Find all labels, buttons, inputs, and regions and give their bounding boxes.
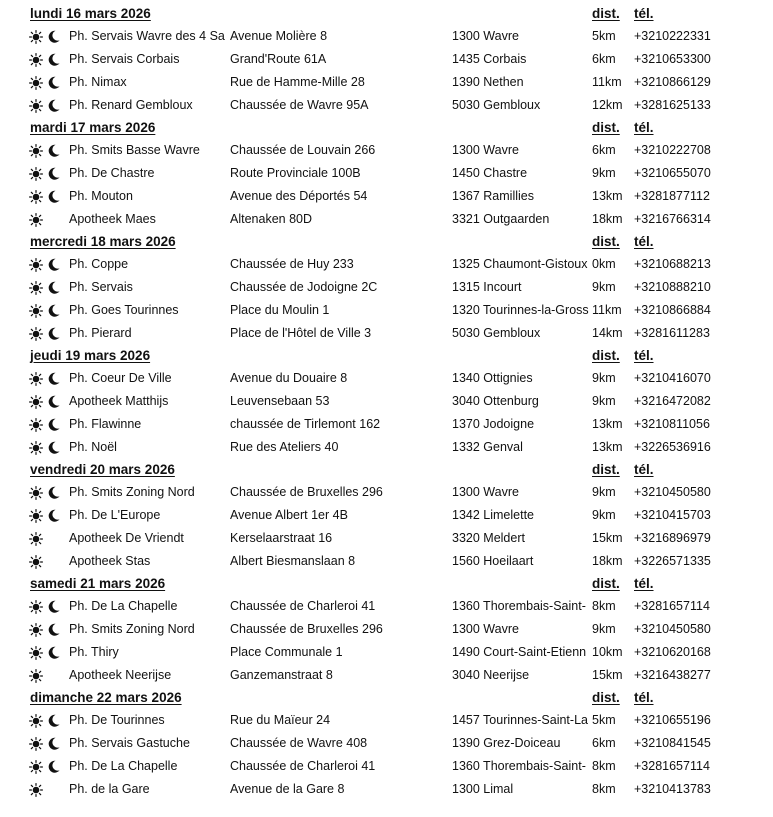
pharmacy-city: 1300 Wavre [452,143,519,157]
pharmacy-address: Chaussée de Charleroi 41 [230,759,376,773]
pharmacy-distance: 9km [592,394,616,408]
sun-icon [29,737,43,751]
column-header-phone: tél. [634,6,654,21]
pharmacy-address: Chaussée de Wavre 408 [230,736,368,750]
pharmacy-phone[interactable]: +3216766314 [634,212,711,226]
pharmacy-name: Ph. Nimax [69,75,127,89]
pharmacy-distance: 18km [592,554,623,568]
moon-icon [48,304,60,317]
pharmacy-address: Route Provinciale 100B [230,166,361,180]
pharmacy-address: Avenue des Déportés 54 [230,189,368,203]
pharmacy-name: Ph. Pierard [69,326,132,340]
sun-icon [29,486,43,500]
day-header [0,231,773,253]
pharmacy-city: 1315 Incourt [452,280,522,294]
moon-icon [48,258,60,271]
pharmacy-row [0,664,773,687]
sun-icon [29,555,43,569]
pharmacy-address: Leuvensebaan 53 [230,394,330,408]
pharmacy-row [0,48,773,71]
pharmacy-row [0,208,773,231]
sun-icon [29,99,43,113]
moon-icon [48,418,60,431]
pharmacy-name: Ph. Renard Gembloux [69,98,193,112]
pharmacy-distance: 9km [592,280,616,294]
sun-icon [29,714,43,728]
pharmacy-distance: 9km [592,166,616,180]
sun-icon [29,372,43,386]
column-header-distance: dist. [592,690,620,705]
pharmacy-phone[interactable]: +3210620168 [634,645,711,659]
sun-icon [29,600,43,614]
pharmacy-name: Apotheek De Vriendt [69,531,184,545]
sun-icon [29,213,43,227]
pharmacy-city: 1450 Chastre [452,166,528,180]
pharmacy-distance: 9km [592,622,616,636]
day-title: jeudi 19 mars 2026 [30,348,151,363]
pharmacy-row [0,778,773,801]
pharmacy-address: Avenue du Douaire 8 [230,371,348,385]
moon-icon [48,714,60,727]
pharmacy-address: Rue du Maïeur 24 [230,713,331,727]
pharmacy-address: Ganzemanstraat 8 [230,668,333,682]
pharmacy-row [0,595,773,618]
moon-icon [48,167,60,180]
pharmacy-distance: 13km [592,440,623,454]
day-title: samedi 21 mars 2026 [30,576,166,591]
moon-icon [48,327,60,340]
sun-icon [29,304,43,318]
pharmacy-row [0,481,773,504]
pharmacy-city: 3321 Outgaarden [452,212,550,226]
pharmacy-city: 3040 Neerijse [452,668,530,682]
pharmacy-name: Ph. Coppe [69,257,129,271]
pharmacy-phone[interactable]: +3210655070 [634,166,711,180]
sun-icon [29,53,43,67]
pharmacy-row [0,253,773,276]
sun-icon [29,441,43,455]
pharmacy-distance: 6km [592,736,616,750]
pharmacy-address: Place de l'Hôtel de Ville 3 [230,326,372,340]
pharmacy-city: 1390 Grez-Doiceau [452,736,561,750]
pharmacy-row [0,322,773,345]
pharmacy-name: Apotheek Maes [69,212,156,226]
pharmacy-name: Apotheek Matthijs [69,394,169,408]
moon-icon [48,760,60,773]
pharmacy-row [0,25,773,48]
sun-icon [29,395,43,409]
sun-icon [29,532,43,546]
pharmacy-distance: 5km [592,713,616,727]
pharmacy-address: Rue de Hamme-Mille 28 [230,75,365,89]
day-section [0,687,773,801]
pharmacy-phone[interactable]: +3210866884 [634,303,711,317]
sun-icon [29,646,43,660]
pharmacy-phone[interactable]: +3281625133 [634,98,711,112]
pharmacy-city: 3320 Meldert [452,531,525,545]
pharmacy-name: Ph. Flawinne [69,417,142,431]
pharmacy-phone[interactable]: +3210653300 [634,52,711,66]
day-section [0,573,773,687]
pharmacy-row [0,755,773,778]
day-title: dimanche 22 mars 2026 [30,690,182,705]
day-title: lundi 16 mars 2026 [30,6,151,21]
pharmacy-city: 1342 Limelette [452,508,535,522]
pharmacy-address: Place du Moulin 1 [230,303,330,317]
day-section [0,3,773,117]
moon-icon [48,99,60,112]
pharmacy-name: Ph. Smits Zoning Nord [69,485,195,499]
pharmacy-row [0,94,773,117]
sun-icon [29,190,43,204]
pharmacy-phone[interactable]: +3210222331 [634,29,711,43]
column-header-distance: dist. [592,576,620,591]
column-header-distance: dist. [592,120,620,135]
pharmacy-distance: 11km [592,75,622,89]
column-header-distance: dist. [592,348,620,363]
pharmacy-city: 1367 Ramillies [452,189,534,203]
pharmacy-phone[interactable]: +3210841545 [634,736,711,750]
moon-icon [48,190,60,203]
pharmacy-city: 1360 Thorembais-Saint- [452,759,586,773]
pharmacy-distance: 5km [592,29,616,43]
pharmacy-name: Ph. De Tourinnes [69,713,165,727]
pharmacy-city: 1370 Jodoigne [452,417,535,431]
pharmacy-phone[interactable]: +3210450580 [634,485,711,499]
moon-icon [48,737,60,750]
column-header-distance: dist. [592,462,620,477]
day-header [0,459,773,481]
pharmacy-name: Ph. Servais [69,280,133,294]
moon-icon [48,623,60,636]
pharmacy-address: Chaussée de Wavre 95A [230,98,369,112]
day-section [0,117,773,231]
column-header-phone: tél. [634,120,654,135]
moon-icon [48,395,60,408]
sun-icon [29,144,43,158]
pharmacy-address: Chaussée de Louvain 266 [230,143,376,157]
pharmacy-row [0,436,773,459]
pharmacy-distance: 11km [592,303,622,317]
pharmacy-phone[interactable]: +3210413783 [634,782,711,796]
pharmacy-distance: 9km [592,508,616,522]
pharmacy-city: 1300 Wavre [452,622,519,636]
pharmacy-name: Ph. De L'Europe [69,508,161,522]
pharmacy-city: 5030 Gembloux [452,98,541,112]
pharmacy-row [0,618,773,641]
sun-icon [29,281,43,295]
pharmacy-phone[interactable]: +3210222708 [634,143,711,157]
pharmacy-city: 1340 Ottignies [452,371,533,385]
pharmacy-phone[interactable]: +3281877112 [634,189,710,203]
pharmacy-address: Chaussée de Bruxelles 296 [230,485,383,499]
column-header-phone: tél. [634,462,654,477]
pharmacy-name: Ph. de la Gare [69,782,150,796]
pharmacy-phone[interactable]: +3210416070 [634,371,711,385]
moon-icon [48,441,60,454]
moon-icon [48,30,60,43]
pharmacy-name: Apotheek Neerijse [69,668,172,682]
pharmacy-address: chaussée de Tirlemont 162 [230,417,381,431]
pharmacy-row [0,413,773,436]
day-section [0,459,773,573]
pharmacy-name: Ph. Thiry [69,645,119,659]
pharmacy-city: 1560 Hoeilaart [452,554,534,568]
sun-icon [29,418,43,432]
pharmacy-city: 1435 Corbais [452,52,527,66]
moon-icon [48,144,60,157]
pharmacy-address: Chaussée de Jodoigne 2C [230,280,378,294]
day-title: mardi 17 mars 2026 [30,120,156,135]
column-header-phone: tél. [634,348,654,363]
pharmacy-city: 3040 Ottenburg [452,394,539,408]
pharmacy-address: Chaussée de Huy 233 [230,257,354,271]
pharmacy-address: Avenue Molière 8 [230,29,328,43]
pharmacy-address: Chaussée de Bruxelles 296 [230,622,383,636]
pharmacy-name: Ph. Noël [69,440,117,454]
sun-icon [29,760,43,774]
pharmacy-row [0,390,773,413]
pharmacy-name: Ph. Servais Corbais [69,52,180,66]
column-header-phone: tél. [634,234,654,249]
column-header-phone: tél. [634,576,654,591]
sun-icon [29,258,43,272]
day-header [0,345,773,367]
pharmacy-name: Apotheek Stas [69,554,151,568]
pharmacy-phone[interactable]: +3210888210 [634,280,711,294]
pharmacy-phone[interactable]: +3281611283 [634,326,710,340]
pharmacy-city: 1300 Limal [452,782,514,796]
pharmacy-duty-schedule [0,3,773,801]
day-title: mercredi 18 mars 2026 [30,234,176,249]
moon-icon [48,76,60,89]
pharmacy-address: Chaussée de Charleroi 41 [230,599,376,613]
moon-icon [48,509,60,522]
pharmacy-phone[interactable]: +3210415703 [634,508,711,522]
pharmacy-row [0,504,773,527]
pharmacy-city: 1325 Chaumont-Gistoux [452,257,588,271]
pharmacy-distance: 0km [592,257,616,271]
pharmacy-row [0,641,773,664]
moon-icon [48,646,60,659]
pharmacy-city: 5030 Gembloux [452,326,541,340]
day-header [0,687,773,709]
day-section [0,231,773,345]
pharmacy-phone[interactable]: +3210866129 [634,75,711,89]
pharmacy-distance: 9km [592,371,616,385]
pharmacy-name: Ph. Goes Tourinnes [69,303,179,317]
pharmacy-distance: 18km [592,212,623,226]
column-header-distance: dist. [592,234,620,249]
pharmacy-name: Ph. De Chastre [69,166,155,180]
pharmacy-name: Ph. Smits Basse Wavre [69,143,200,157]
pharmacy-distance: 13km [592,189,623,203]
pharmacy-address: Albert Biesmanslaan 8 [230,554,356,568]
pharmacy-address: Altenaken 80D [230,212,313,226]
pharmacy-name: Ph. Coeur De Ville [69,371,172,385]
pharmacy-distance: 15km [592,531,623,545]
pharmacy-city: 1390 Nethen [452,75,524,89]
day-section [0,345,773,459]
moon-icon [48,600,60,613]
moon-icon [48,281,60,294]
pharmacy-distance: 8km [592,759,616,773]
pharmacy-city: 1490 Court-Saint-Etienn [452,645,587,659]
pharmacy-address: Place Communale 1 [230,645,343,659]
pharmacy-name: Ph. Servais Wavre des 4 Sa [69,29,225,43]
pharmacy-distance: 10km [592,645,623,659]
pharmacy-address: Rue des Ateliers 40 [230,440,339,454]
sun-icon [29,76,43,90]
pharmacy-distance: 9km [592,485,616,499]
pharmacy-distance: 6km [592,143,616,157]
pharmacy-phone[interactable]: +3210811056 [634,417,710,431]
moon-icon [48,486,60,499]
pharmacy-phone[interactable]: +3216438277 [634,668,711,682]
sun-icon [29,327,43,341]
day-header [0,117,773,139]
pharmacy-row [0,276,773,299]
day-header [0,3,773,25]
pharmacy-row [0,732,773,755]
sun-icon [29,167,43,181]
pharmacy-city: 1320 Tourinnes-la-Gross [452,303,589,317]
sun-icon [29,30,43,44]
pharmacy-distance: 14km [592,326,623,340]
day-header [0,573,773,595]
pharmacy-distance: 8km [592,782,616,796]
pharmacy-row [0,139,773,162]
pharmacy-phone[interactable]: +3281657114 [634,759,710,773]
pharmacy-name: Ph. De La Chapelle [69,759,178,773]
moon-icon [48,53,60,66]
pharmacy-distance: 13km [592,417,623,431]
pharmacy-address: Avenue de la Gare 8 [230,782,345,796]
pharmacy-phone[interactable]: +3281657114 [634,599,710,613]
pharmacy-name: Ph. De La Chapelle [69,599,178,613]
pharmacy-city: 1300 Wavre [452,29,519,43]
pharmacy-phone[interactable]: +3216896979 [634,531,711,545]
pharmacy-address: Grand'Route 61A [230,52,327,66]
pharmacy-city: 1332 Genval [452,440,523,454]
pharmacy-phone[interactable]: +3210655196 [634,713,711,727]
pharmacy-row [0,162,773,185]
sun-icon [29,783,43,797]
pharmacy-name: Ph. Servais Gastuche [69,736,190,750]
column-header-distance: dist. [592,6,620,21]
moon-icon [48,372,60,385]
column-header-phone: tél. [634,690,654,705]
pharmacy-row [0,71,773,94]
pharmacy-row [0,299,773,322]
pharmacy-row [0,550,773,573]
pharmacy-phone[interactable]: +3216472082 [634,394,711,408]
pharmacy-city: 1300 Wavre [452,485,519,499]
pharmacy-distance: 6km [592,52,616,66]
pharmacy-distance: 15km [592,668,623,682]
pharmacy-city: 1457 Tourinnes-Saint-La [452,713,588,727]
pharmacy-distance: 8km [592,599,616,613]
pharmacy-address: Kerselaarstraat 16 [230,531,333,545]
pharmacy-address: Avenue Albert 1er 4B [230,508,348,522]
pharmacy-phone[interactable]: +3210450580 [634,622,711,636]
pharmacy-phone[interactable]: +3226571335 [634,554,711,568]
pharmacy-phone[interactable]: +3210688213 [634,257,711,271]
pharmacy-row [0,527,773,550]
pharmacy-row [0,367,773,390]
day-title: vendredi 20 mars 2026 [30,462,175,477]
pharmacy-city: 1360 Thorembais-Saint- [452,599,586,613]
sun-icon [29,669,43,683]
sun-icon [29,623,43,637]
sun-icon [29,509,43,523]
pharmacy-row [0,709,773,732]
pharmacy-name: Ph. Mouton [69,189,133,203]
pharmacy-row [0,185,773,208]
pharmacy-phone[interactable]: +3226536916 [634,440,711,454]
pharmacy-distance: 12km [592,98,623,112]
pharmacy-name: Ph. Smits Zoning Nord [69,622,195,636]
